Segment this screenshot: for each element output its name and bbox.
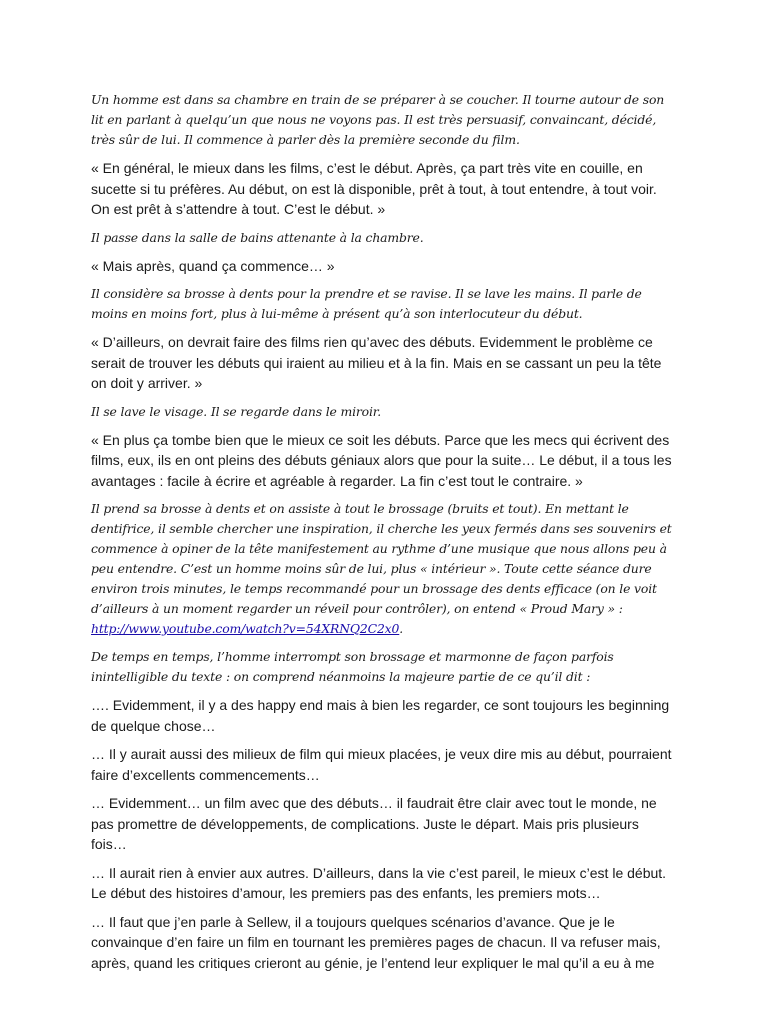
dialogue: … Il faut que j’en parle à Sellew, il a toujours quelques scénarios d’avance. Que je le convainque d’en faire un film en tournant les premières pages de chacun. Il va refuser mais, après, quand les critiques crieront au génie, je l’entend leur expliquer le mal qu’il a eu à me	[91, 913, 661, 971]
dialogue: … Evidemment… un film avec que des débuts… il faudrait être clair avec tout le monde, ne pas promettre de développements, de complications. Juste le départ. Mais pris plusieurs fois…	[91, 795, 657, 852]
stage-direction: Un homme est dans sa chambre en train de se préparer à se coucher. Il tourne autour de son lit en parlant à quelqu’un que nous ne voyons pas. Il est très persuasif, convaincant, décidé, très sûr de lui. Il commence à parler dès la première seconde du film.	[91, 92, 665, 147]
dialogue: … Il y aurait aussi des milieux de film qui mieux placées, je veux dire mis au début, pourraient faire d’excellents commencements…	[91, 746, 672, 783]
dialogue: « En général, le mieux dans les films, c’est le début. Après, ça part très vite en couille, en sucette si tu préfères. Au début, on est là disponible, prêt à tout, à tout entendre, à tout voir. On est prêt à s’attendre à tout. C’est le début. »	[91, 160, 657, 217]
stage-direction: Il considère sa brosse à dents pour la prendre et se ravise. Il se lave les mains. Il parle de moins en moins fort, plus à lui-même à présent qu’à son interlocuteur du début.	[91, 286, 642, 321]
dialogue: … Il aurait rien à envier aux autres. D’ailleurs, dans la vie c’est pareil, le mieux c’est le début. Le début des histoires d’amour, les premiers pas des enfants, les premiers mots…	[91, 864, 667, 901]
stage-direction-text: Il prend sa brosse à dents et on assiste à tout le brossage (bruits et tout). En mettant le dentifrice, il semble chercher une inspiration, il cherche les yeux fermés dans ses souvenirs et commence à opiner de la tête manifestement au rythme d’une musique que nous allons peu à peu entendre. C’est un homme moins sûr de lui, plus « intérieur ». Toute cette séance dure environ trois minutes, le temps recommandé pour un brossage des dents efficace (on le voit d’ailleurs à un moment regarder un réveil pour contrôler), on entend « Proud Mary » :	[91, 501, 672, 616]
stage-direction: De temps en temps, l’homme interrompt son brossage et marmonne de façon parfois inintelligible du texte : on comprend néanmoins la majeure partie de ce qu’il dit :	[91, 649, 614, 684]
dialogue: « Mais après, quand ça commence… »	[91, 257, 335, 274]
dialogue: « D’ailleurs, on devrait faire des films rien qu’avec des débuts. Evidemment le problème ce serait de trouver les débuts qui iraient au milieu et à la fin. Mais en se cassant un peu la tête on doit y arriver. »	[91, 334, 662, 391]
dialogue: « En plus ça tombe bien que le mieux ce soit les débuts. Parce que les mecs qui écrivent des films, eux, ils en ont pleins des débuts géniaux alors que pour la suite… Le début, il a tous les avantages : facile à écrire et agréable à regarder. La fin c’est tout le contraire. »	[91, 431, 672, 489]
youtube-link[interactable]: http://www.youtube.com/watch?v=54XRNQ2C2x0	[91, 621, 400, 636]
document-body	[91, 90, 677, 981]
dialogue: …. Evidemment, il y a des happy end mais à bien les regarder, ce sont toujours les beginning de quelque chose…	[91, 697, 670, 734]
stage-direction: Il se lave le visage. Il se regarde dans le miroir.	[91, 403, 381, 419]
stage-direction-period: .	[399, 621, 404, 636]
stage-direction-with-link	[91, 499, 677, 639]
stage-direction: Il passe dans la salle de bains attenante à la chambre.	[91, 229, 424, 245]
